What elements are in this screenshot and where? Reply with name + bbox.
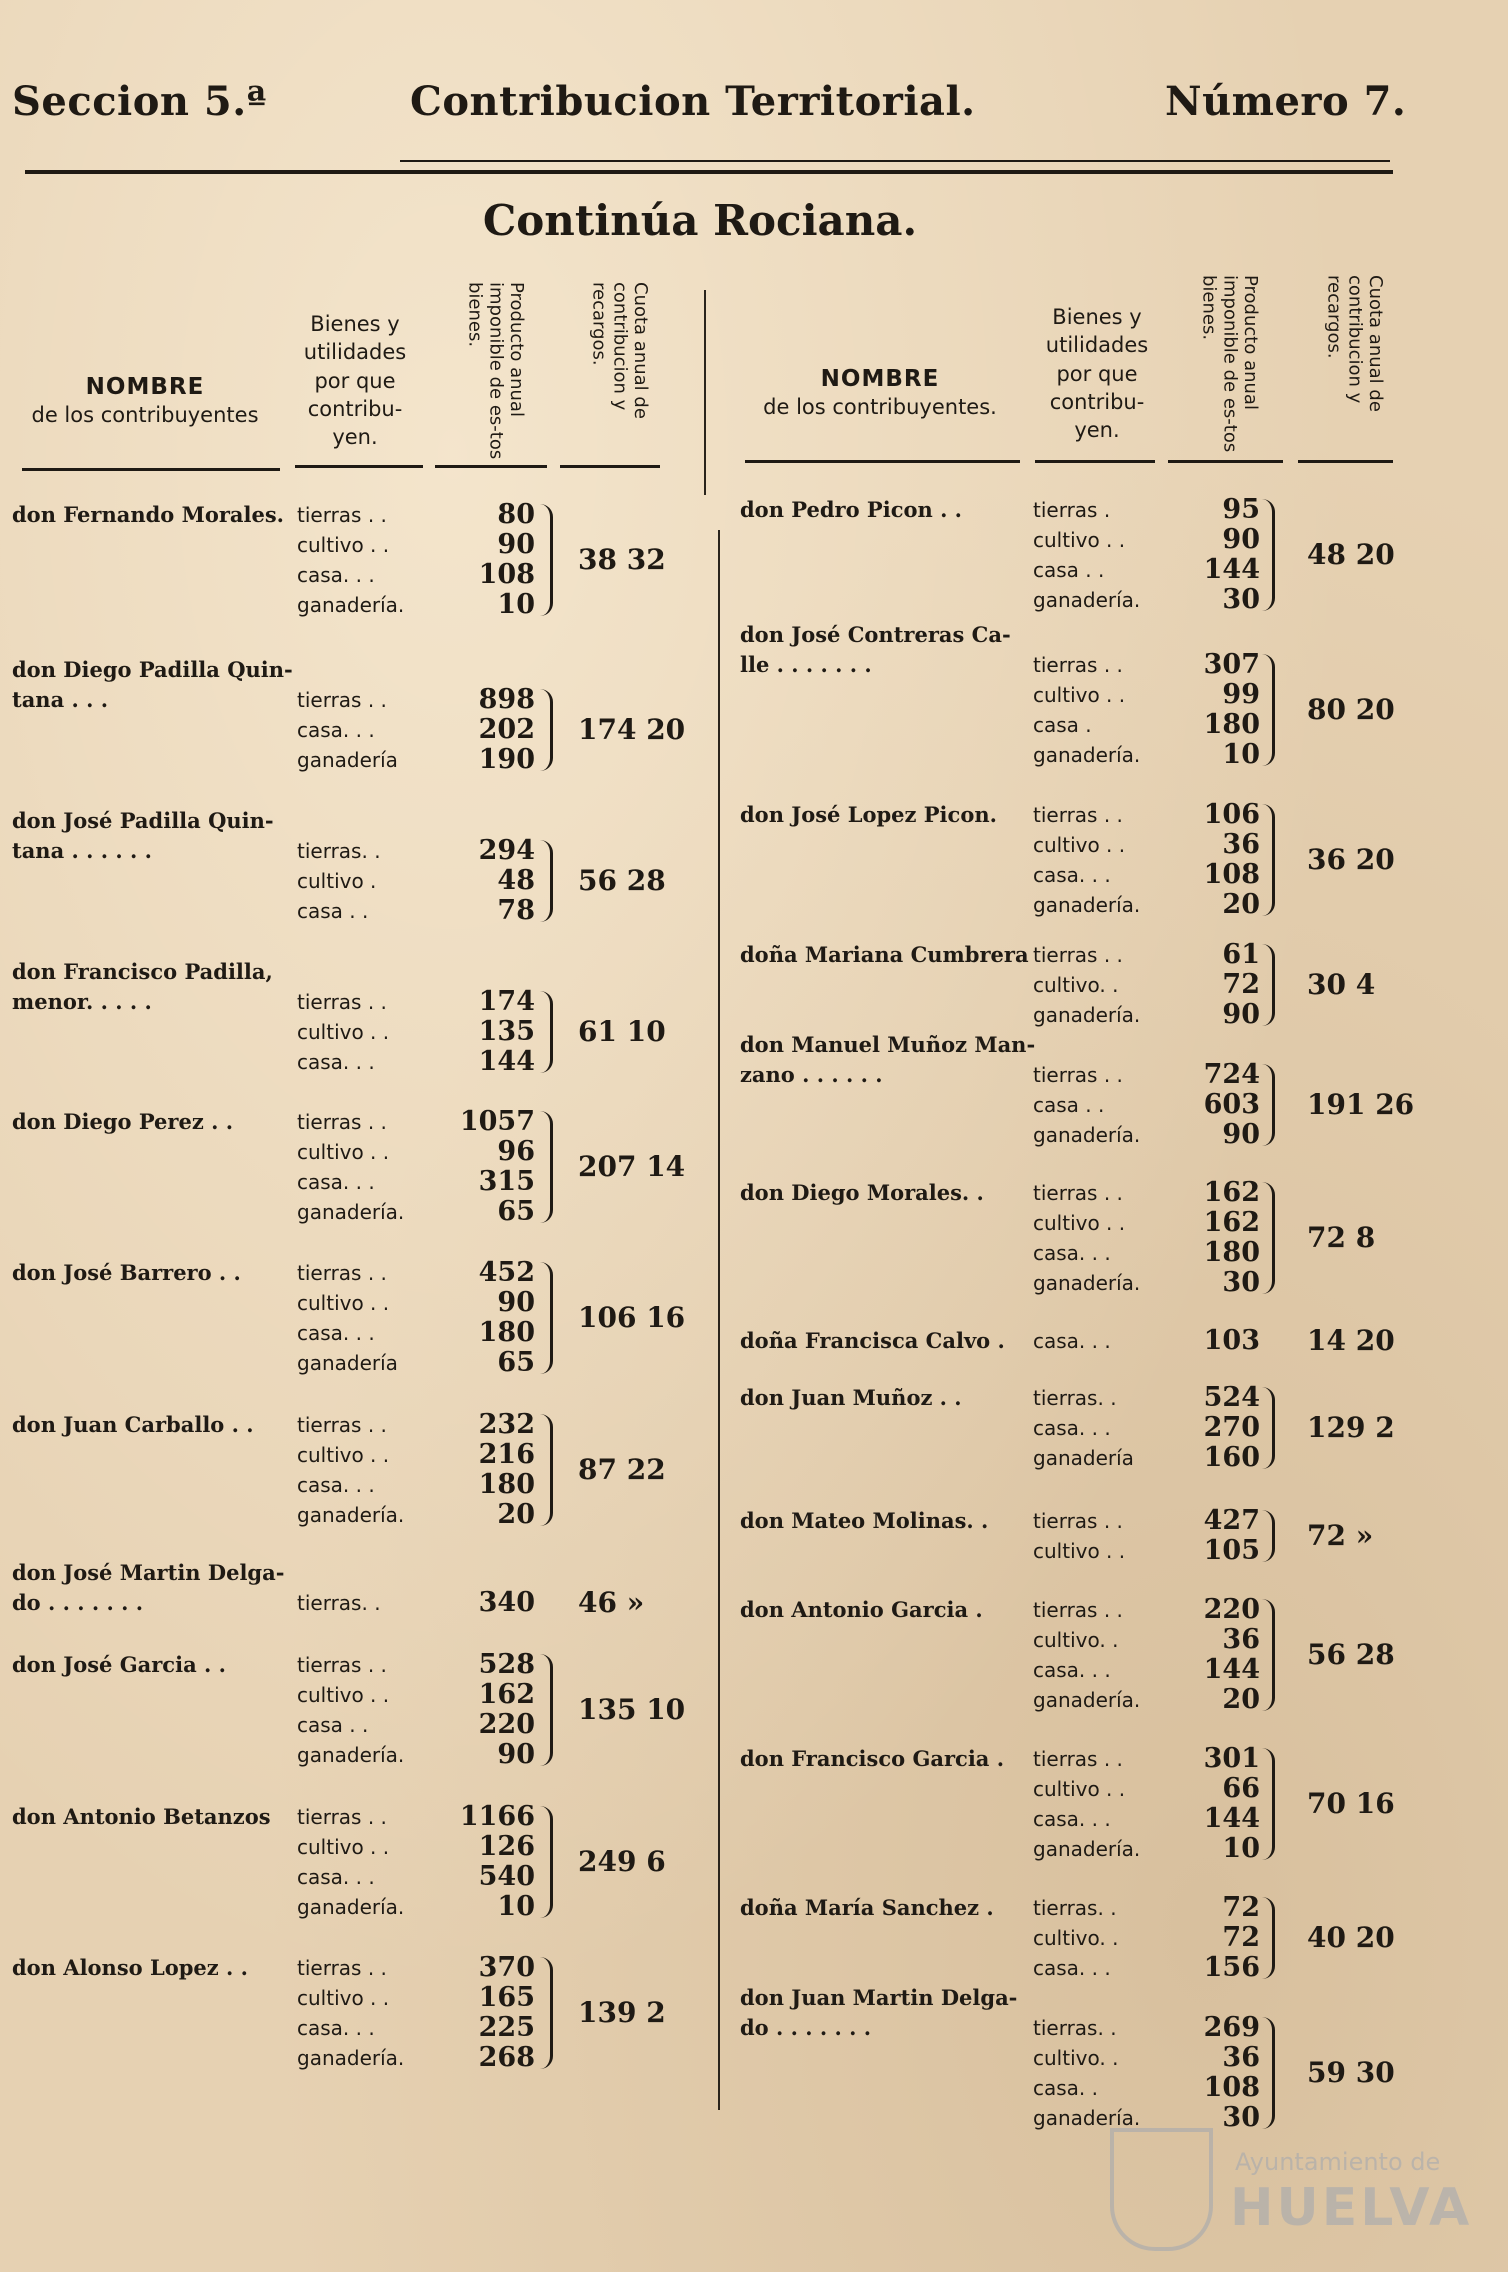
stamp-line-2: HUELVA: [1230, 2178, 1473, 2238]
brace-mark: [1262, 654, 1275, 766]
asset-type: cultivo. .: [1033, 1926, 1119, 1950]
taxable-product-value: 10: [497, 589, 535, 620]
taxable-product-value: 20: [1222, 1684, 1260, 1715]
annual-quota: 174 20: [578, 713, 686, 746]
taxable-product-value: 180: [1203, 709, 1260, 740]
annual-quota: 56 28: [1307, 1638, 1395, 1671]
left-cuota-header: Cuota anual de contribucion y recargos.: [588, 282, 651, 419]
asset-type: ganadería.: [1033, 1003, 1141, 1027]
taxable-product-value: 427: [1203, 1505, 1260, 1536]
taxable-product-value: 340: [478, 1587, 535, 1618]
asset-type: cultivo . .: [297, 1986, 390, 2010]
taxable-product-value: 30: [1222, 1267, 1260, 1298]
asset-type: casa. . .: [1033, 1329, 1111, 1353]
asset-type: casa. . .: [297, 1473, 375, 1497]
taxable-product-value: 144: [1203, 1803, 1260, 1834]
asset-type: tierras . .: [297, 1653, 387, 1677]
subtitle: Continúa Rociana.: [482, 196, 918, 245]
annual-quota: 36 20: [1307, 843, 1395, 876]
asset-type: casa . .: [297, 899, 369, 923]
annual-quota: 70 16: [1307, 1787, 1395, 1820]
asset-type: tierras . .: [297, 1805, 387, 1829]
taxable-product-value: 724: [1203, 1059, 1260, 1090]
brace-mark: [540, 991, 553, 1073]
taxable-product-value: 10: [1222, 1833, 1260, 1864]
asset-type: tierras . .: [1033, 1598, 1123, 1622]
asset-type: tierras . .: [1033, 1181, 1123, 1205]
contributor-name: don Francisco Padilla,: [12, 959, 273, 984]
taxable-product-value: 301: [1203, 1743, 1260, 1774]
asset-type: casa. . .: [297, 1321, 375, 1345]
brace-mark: [1262, 1510, 1275, 1562]
page-number: Número 7.: [1165, 78, 1407, 125]
taxable-product-value: 202: [478, 714, 535, 745]
right-bienes-header: Bienes y utilidades por que contribu- yen.: [1045, 305, 1149, 443]
asset-type: ganadería.: [1033, 1837, 1141, 1861]
asset-type: casa. . .: [297, 1170, 375, 1194]
asset-type: tierras . .: [1033, 1509, 1123, 1533]
asset-type: cultivo . .: [1033, 528, 1126, 552]
contributor-name: doña María Sanchez .: [740, 1895, 994, 1920]
asset-type: ganadería.: [1033, 588, 1141, 612]
contributor-name: don Juan Carballo . .: [12, 1412, 254, 1437]
asset-type: ganadería.: [1033, 1271, 1141, 1295]
taxable-product-value: 65: [497, 1196, 535, 1227]
brace-mark: [1262, 1748, 1275, 1860]
contributor-name: don Diego Morales. .: [740, 1180, 984, 1205]
taxable-product-value: 144: [478, 1046, 535, 1077]
taxable-product-value: 898: [478, 684, 535, 715]
asset-type: ganadería.: [297, 1503, 405, 1527]
contributor-name: don Diego Perez . .: [12, 1109, 234, 1134]
contributor-name: don Antonio Betanzos: [12, 1804, 271, 1829]
taxable-product-value: 108: [1203, 859, 1260, 890]
asset-type: tierras . .: [1033, 653, 1123, 677]
taxable-product-value: 30: [1222, 2102, 1260, 2133]
taxable-product-value: 105: [1203, 1535, 1260, 1566]
asset-type: casa. . .: [297, 718, 375, 742]
taxable-product-value: 95: [1222, 494, 1260, 525]
annual-quota: 207 14: [578, 1150, 686, 1183]
contributor-name: don Diego Padilla Quin-: [12, 657, 293, 682]
taxable-product-value: 144: [1203, 1654, 1260, 1685]
annual-quota: 56 28: [578, 864, 666, 897]
asset-type: cultivo . .: [297, 1683, 390, 1707]
annual-quota: 72 8: [1307, 1221, 1376, 1254]
asset-type: cultivo . .: [1033, 1539, 1126, 1563]
contributor-name: do . . . . . . .: [740, 2015, 872, 2040]
taxable-product-value: 99: [1222, 679, 1260, 710]
brace-mark: [1262, 1064, 1275, 1146]
asset-type: casa. . .: [1033, 1416, 1111, 1440]
asset-type: casa. . .: [1033, 863, 1111, 887]
taxable-product-value: 66: [1222, 1773, 1260, 1804]
right-header-rule-3: [1168, 460, 1283, 463]
contributor-name: don José Martin Delga-: [12, 1560, 285, 1585]
asset-type: cultivo . .: [297, 1020, 390, 1044]
taxable-product-value: 1057: [459, 1106, 535, 1137]
taxable-product-value: 269: [1203, 2012, 1260, 2043]
brace-mark: [540, 1262, 553, 1374]
left-name-header-main: NOMBRE: [85, 374, 205, 400]
asset-type: ganadería.: [297, 1895, 405, 1919]
asset-type: tierras . .: [1033, 943, 1123, 967]
taxable-product-value: 135: [478, 1016, 535, 1047]
taxable-product-value: 216: [478, 1439, 535, 1470]
asset-type: casa. . .: [1033, 1807, 1111, 1831]
asset-type: tierras . .: [297, 1110, 387, 1134]
taxable-product-value: 528: [478, 1649, 535, 1680]
taxable-product-value: 90: [1222, 1119, 1260, 1150]
taxable-product-value: 162: [1203, 1207, 1260, 1238]
left-header-rule-4: [560, 465, 660, 468]
asset-type: tierras . .: [297, 503, 387, 527]
taxable-product-value: 72: [1222, 1922, 1260, 1953]
left-header-rule: [22, 468, 280, 471]
taxable-product-value: 180: [1203, 1237, 1260, 1268]
asset-type: ganadería.: [297, 593, 405, 617]
annual-quota: 46 »: [578, 1586, 645, 1619]
asset-type: casa . .: [297, 1713, 369, 1737]
left-producto-header: Producto anual imponible de es-tos bienes.: [464, 282, 527, 460]
contributor-name: don José Padilla Quin-: [12, 808, 274, 833]
taxable-product-value: 80: [497, 499, 535, 530]
taxable-product-value: 162: [1203, 1177, 1260, 1208]
column-divider: [718, 530, 720, 2110]
left-bienes-header: Bienes y utilidades por que contribu- yen.: [303, 312, 407, 450]
asset-type: casa . .: [1033, 1093, 1105, 1117]
contributor-name: doña Francisca Calvo .: [740, 1328, 1005, 1353]
asset-type: ganadería.: [1033, 1123, 1141, 1147]
asset-type: ganadería.: [1033, 1688, 1141, 1712]
annual-quota: 14 20: [1307, 1324, 1395, 1357]
taxable-product-value: 90: [497, 1739, 535, 1770]
taxable-product-value: 36: [1222, 829, 1260, 860]
taxable-product-value: 103: [1203, 1325, 1260, 1356]
brace-mark: [1262, 944, 1275, 1026]
contributor-name: don José Lopez Picon.: [740, 802, 997, 827]
taxable-product-value: 10: [1222, 739, 1260, 770]
taxable-product-value: 90: [1222, 524, 1260, 555]
asset-type: casa. . .: [297, 1050, 375, 1074]
asset-type: tierras . .: [297, 1261, 387, 1285]
contributor-name: do . . . . . . .: [12, 1590, 144, 1615]
asset-type: tierras . .: [297, 688, 387, 712]
annual-quota: 135 10: [578, 1693, 686, 1726]
asset-type: cultivo . .: [297, 1443, 390, 1467]
asset-type: tierras. .: [1033, 2016, 1117, 2040]
taxable-product-value: 65: [497, 1347, 535, 1378]
brace-mark: [1262, 1387, 1275, 1469]
asset-type: casa. .: [1033, 2076, 1098, 2100]
right-header-rule: [745, 460, 1020, 463]
brace-mark: [540, 1806, 553, 1918]
asset-type: cultivo . .: [297, 1140, 390, 1164]
annual-quota: 30 4: [1307, 968, 1376, 1001]
taxable-product-value: 180: [478, 1317, 535, 1348]
asset-type: cultivo. .: [1033, 2046, 1119, 2070]
asset-type: tierras . .: [297, 1413, 387, 1437]
asset-type: casa. . .: [297, 2016, 375, 2040]
asset-type: cultivo . .: [297, 533, 390, 557]
annual-quota: 249 6: [578, 1845, 666, 1878]
taxable-product-value: 268: [478, 2042, 535, 2073]
taxable-product-value: 162: [478, 1679, 535, 1710]
annual-quota: 59 30: [1307, 2056, 1395, 2089]
contributor-name: don José Contreras Ca-: [740, 622, 1011, 647]
taxable-product-value: 78: [497, 895, 535, 926]
taxable-product-value: 294: [478, 835, 535, 866]
taxable-product-value: 36: [1222, 1624, 1260, 1655]
taxable-product-value: 156: [1203, 1952, 1260, 1983]
left-name-header-sub: de los contribuyentes: [31, 402, 259, 427]
taxable-product-value: 106: [1203, 799, 1260, 830]
asset-type: casa. . .: [1033, 1658, 1111, 1682]
asset-type: ganadería.: [297, 1200, 405, 1224]
taxable-product-value: 165: [478, 1982, 535, 2013]
asset-type: tierras .: [1033, 498, 1111, 522]
column-divider-top: [704, 290, 706, 495]
asset-type: casa. . .: [1033, 1241, 1111, 1265]
taxable-product-value: 61: [1222, 939, 1260, 970]
annual-quota: 61 10: [578, 1015, 666, 1048]
right-name-header-sub: de los contribuyentes.: [763, 394, 997, 419]
taxable-product-value: 36: [1222, 2042, 1260, 2073]
stamp-line-1: Ayuntamiento de: [1235, 2148, 1441, 2176]
asset-type: cultivo . .: [1033, 683, 1126, 707]
taxable-product-value: 370: [478, 1952, 535, 1983]
taxable-product-value: 108: [1203, 2072, 1260, 2103]
taxable-product-value: 90: [1222, 999, 1260, 1030]
asset-type: cultivo . .: [1033, 1777, 1126, 1801]
asset-type: tierras. .: [1033, 1386, 1117, 1410]
asset-type: ganadería.: [1033, 2106, 1141, 2130]
asset-type: casa . .: [1033, 558, 1105, 582]
brace-mark: [540, 504, 553, 616]
asset-type: casa. . .: [297, 1865, 375, 1889]
right-cuota-header: Cuota anual de contribucion y recargos.: [1323, 275, 1386, 412]
asset-type: casa. . .: [297, 563, 375, 587]
contributor-name: don Pedro Picon . .: [740, 497, 962, 522]
taxable-product-value: 270: [1203, 1412, 1260, 1443]
annual-quota: 191 26: [1307, 1088, 1415, 1121]
header-rule-thin: [400, 160, 1390, 162]
right-header-rule-2: [1035, 460, 1155, 463]
annual-quota: 40 20: [1307, 1921, 1395, 1954]
taxable-product-value: 524: [1203, 1382, 1260, 1413]
brace-mark: [1262, 1599, 1275, 1711]
taxable-product-value: 90: [497, 1287, 535, 1318]
contributor-name: don Juan Martin Delga-: [740, 1985, 1018, 2010]
contributor-name: don José Garcia . .: [12, 1652, 226, 1677]
section-label: Seccion 5.ª: [12, 78, 267, 125]
contributor-name: don Fernando Morales.: [12, 502, 284, 527]
right-header-rule-4: [1298, 460, 1393, 463]
taxable-product-value: 540: [478, 1861, 535, 1892]
taxable-product-value: 20: [497, 1499, 535, 1530]
contributor-name: zano . . . . . .: [740, 1062, 883, 1087]
taxable-product-value: 72: [1222, 969, 1260, 1000]
asset-type: ganadería.: [297, 2046, 405, 2070]
taxable-product-value: 220: [1203, 1594, 1260, 1625]
brace-mark: [540, 1957, 553, 2069]
taxable-product-value: 126: [478, 1831, 535, 1862]
taxable-product-value: 30: [1222, 584, 1260, 615]
annual-quota: 106 16: [578, 1301, 686, 1334]
brace-mark: [540, 1111, 553, 1223]
contributor-name: don José Barrero . .: [12, 1260, 241, 1285]
left-header-rule-2: [295, 465, 423, 468]
asset-type: tierras . .: [297, 1956, 387, 1980]
left-name-header: [10, 373, 280, 428]
brace-mark: [1262, 1182, 1275, 1294]
taxable-product-value: 160: [1203, 1442, 1260, 1473]
taxable-product-value: 315: [478, 1166, 535, 1197]
taxable-product-value: 232: [478, 1409, 535, 1440]
taxable-product-value: 220: [478, 1709, 535, 1740]
right-producto-header: Producto anual imponible de es-tos bienes.: [1198, 275, 1261, 453]
contributor-name: don Manuel Muñoz Man-: [740, 1032, 1036, 1057]
taxable-product-value: 452: [478, 1257, 535, 1288]
contributor-name: don Juan Muñoz . .: [740, 1385, 962, 1410]
taxable-product-value: 108: [478, 559, 535, 590]
brace-mark: [1262, 499, 1275, 611]
annual-quota: 129 2: [1307, 1411, 1395, 1444]
taxable-product-value: 144: [1203, 554, 1260, 585]
brace-mark: [540, 1654, 553, 1766]
brace-mark: [1262, 2017, 1275, 2129]
contributor-name: don Francisco Garcia .: [740, 1746, 1005, 1771]
brace-mark: [1262, 804, 1275, 916]
contributor-name: lle . . . . . . .: [740, 652, 872, 677]
taxable-product-value: 90: [497, 529, 535, 560]
asset-type: tierras. .: [297, 839, 381, 863]
asset-type: cultivo. .: [1033, 973, 1119, 997]
contributor-name: doña Mariana Cumbrera: [740, 942, 1029, 967]
taxable-product-value: 180: [478, 1469, 535, 1500]
asset-type: tierras . .: [1033, 803, 1123, 827]
contributor-name: don Mateo Molinas. .: [740, 1508, 989, 1533]
annual-quota: 80 20: [1307, 693, 1395, 726]
asset-type: cultivo . .: [297, 1291, 390, 1315]
taxable-product-value: 307: [1203, 649, 1260, 680]
asset-type: cultivo . .: [297, 1835, 390, 1859]
asset-type: tierras . .: [1033, 1747, 1123, 1771]
page-title: Contribucion Territorial.: [410, 78, 976, 125]
asset-type: ganadería: [1033, 1446, 1134, 1470]
asset-type: cultivo. .: [1033, 1628, 1119, 1652]
contributor-name: don Antonio Garcia .: [740, 1597, 983, 1622]
asset-type: tierras. .: [1033, 1896, 1117, 1920]
brace-mark: [540, 1414, 553, 1526]
asset-type: tierras . .: [297, 990, 387, 1014]
annual-quota: 38 32: [578, 543, 666, 576]
shield-icon: [1110, 2128, 1213, 2251]
taxable-product-value: 603: [1203, 1089, 1260, 1120]
contributor-name: tana . . . . . .: [12, 838, 152, 863]
annual-quota: 139 2: [578, 1996, 666, 2029]
asset-type: ganadería.: [1033, 743, 1141, 767]
annual-quota: 72 »: [1307, 1519, 1374, 1552]
asset-type: ganadería.: [297, 1743, 405, 1767]
asset-type: casa .: [1033, 713, 1092, 737]
annual-quota: 87 22: [578, 1453, 666, 1486]
brace-mark: [540, 689, 553, 771]
annual-quota: 48 20: [1307, 538, 1395, 571]
taxable-product-value: 225: [478, 2012, 535, 2043]
brace-mark: [1262, 1897, 1275, 1979]
right-name-header-main: NOMBRE: [820, 366, 940, 392]
asset-type: casa. . .: [1033, 1956, 1111, 1980]
taxable-product-value: 72: [1222, 1892, 1260, 1923]
contributor-name: tana . . .: [12, 687, 109, 712]
taxable-product-value: 174: [478, 986, 535, 1017]
taxable-product-value: 20: [1222, 889, 1260, 920]
left-header-rule-3: [435, 465, 547, 468]
taxable-product-value: 1166: [459, 1801, 535, 1832]
asset-type: ganadería: [297, 748, 398, 772]
asset-type: tierras . .: [1033, 1063, 1123, 1087]
brace-mark: [540, 840, 553, 922]
watermark-stamp: [1110, 2128, 1490, 2248]
asset-type: cultivo .: [297, 869, 377, 893]
taxable-product-value: 96: [497, 1136, 535, 1167]
asset-type: ganadería: [297, 1351, 398, 1375]
asset-type: tierras. .: [297, 1591, 381, 1615]
taxable-product-value: 48: [497, 865, 535, 896]
asset-type: ganadería.: [1033, 893, 1141, 917]
header-rule-thick: [25, 170, 1393, 174]
right-name-header: [735, 365, 1025, 420]
taxable-product-value: 190: [478, 744, 535, 775]
contributor-name: don Alonso Lopez . .: [12, 1955, 248, 1980]
asset-type: cultivo . .: [1033, 1211, 1126, 1235]
taxable-product-value: 10: [497, 1891, 535, 1922]
asset-type: cultivo . .: [1033, 833, 1126, 857]
contributor-name: menor. . . . .: [12, 989, 152, 1014]
